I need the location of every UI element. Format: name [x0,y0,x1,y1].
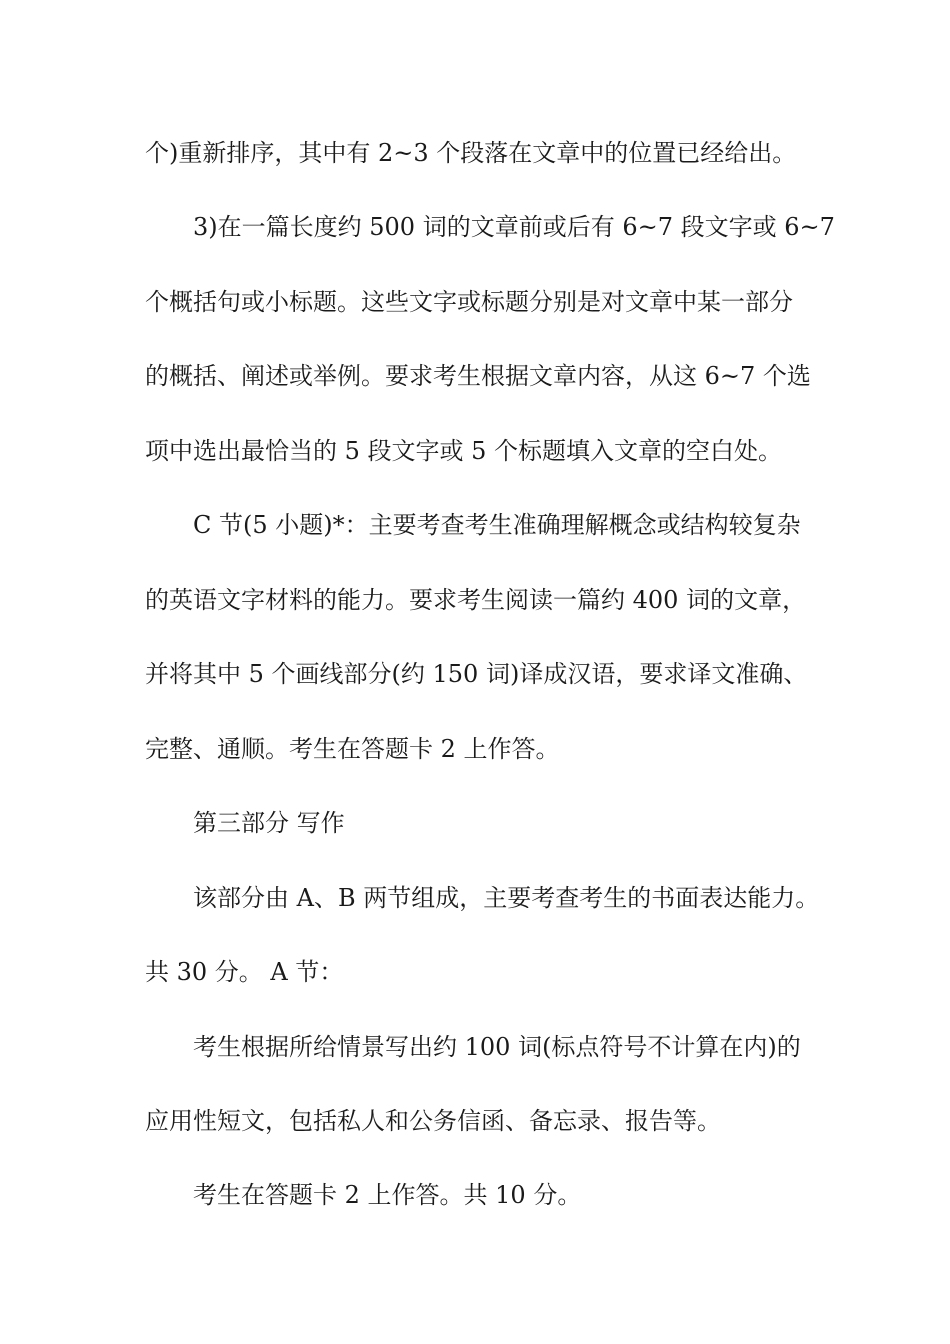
paragraph-line: 考生根据所给情景写出约 100 词(标点符号不计算在内)的 [193,1033,801,1061]
paragraph-line: 该部分由 A、B 两节组成，主要考查考生的书面表达能力。 [193,884,820,912]
paragraph-line: 完整、通顺。考生在答题卡 2 上作答。 [145,735,560,763]
paragraph-line: 的概括、阐述或举例。要求考生根据文章内容，从这 6~7 个选 [145,362,811,390]
paragraph-line: 个概括句或小标题。这些文字或标题分别是对文章中某一部分 [145,288,793,316]
paragraph-line: 考生在答题卡 2 上作答。共 10 分。 [193,1181,582,1209]
paragraph-line: 的英语文字材料的能力。要求考生阅读一篇约 400 词的文章， [145,586,807,614]
paragraph-line: 应用性短文，包括私人和公务信函、备忘录、报告等。 [145,1107,721,1135]
paragraph-line: C 节(5 小题)*：主要考查考生准确理解概念或结构较复杂 [193,511,801,539]
paragraph-line: 共 30 分。 A 节： [145,958,344,986]
paragraph-line: 3)在一篇长度约 500 词的文章前或后有 6~7 段文字或 6~7 [193,213,835,241]
paragraph-line: 个)重新排序，其中有 2~3 个段落在文章中的位置已经给出。 [145,139,797,167]
section-heading: 第三部分 写作 [193,809,345,837]
paragraph-line: 项中选出最恰当的 5 段文字或 5 个标题填入文章的空白处。 [145,437,783,465]
paragraph-line: 并将其中 5 个画线部分(约 150 词)译成汉语，要求译文准确、 [145,660,808,688]
